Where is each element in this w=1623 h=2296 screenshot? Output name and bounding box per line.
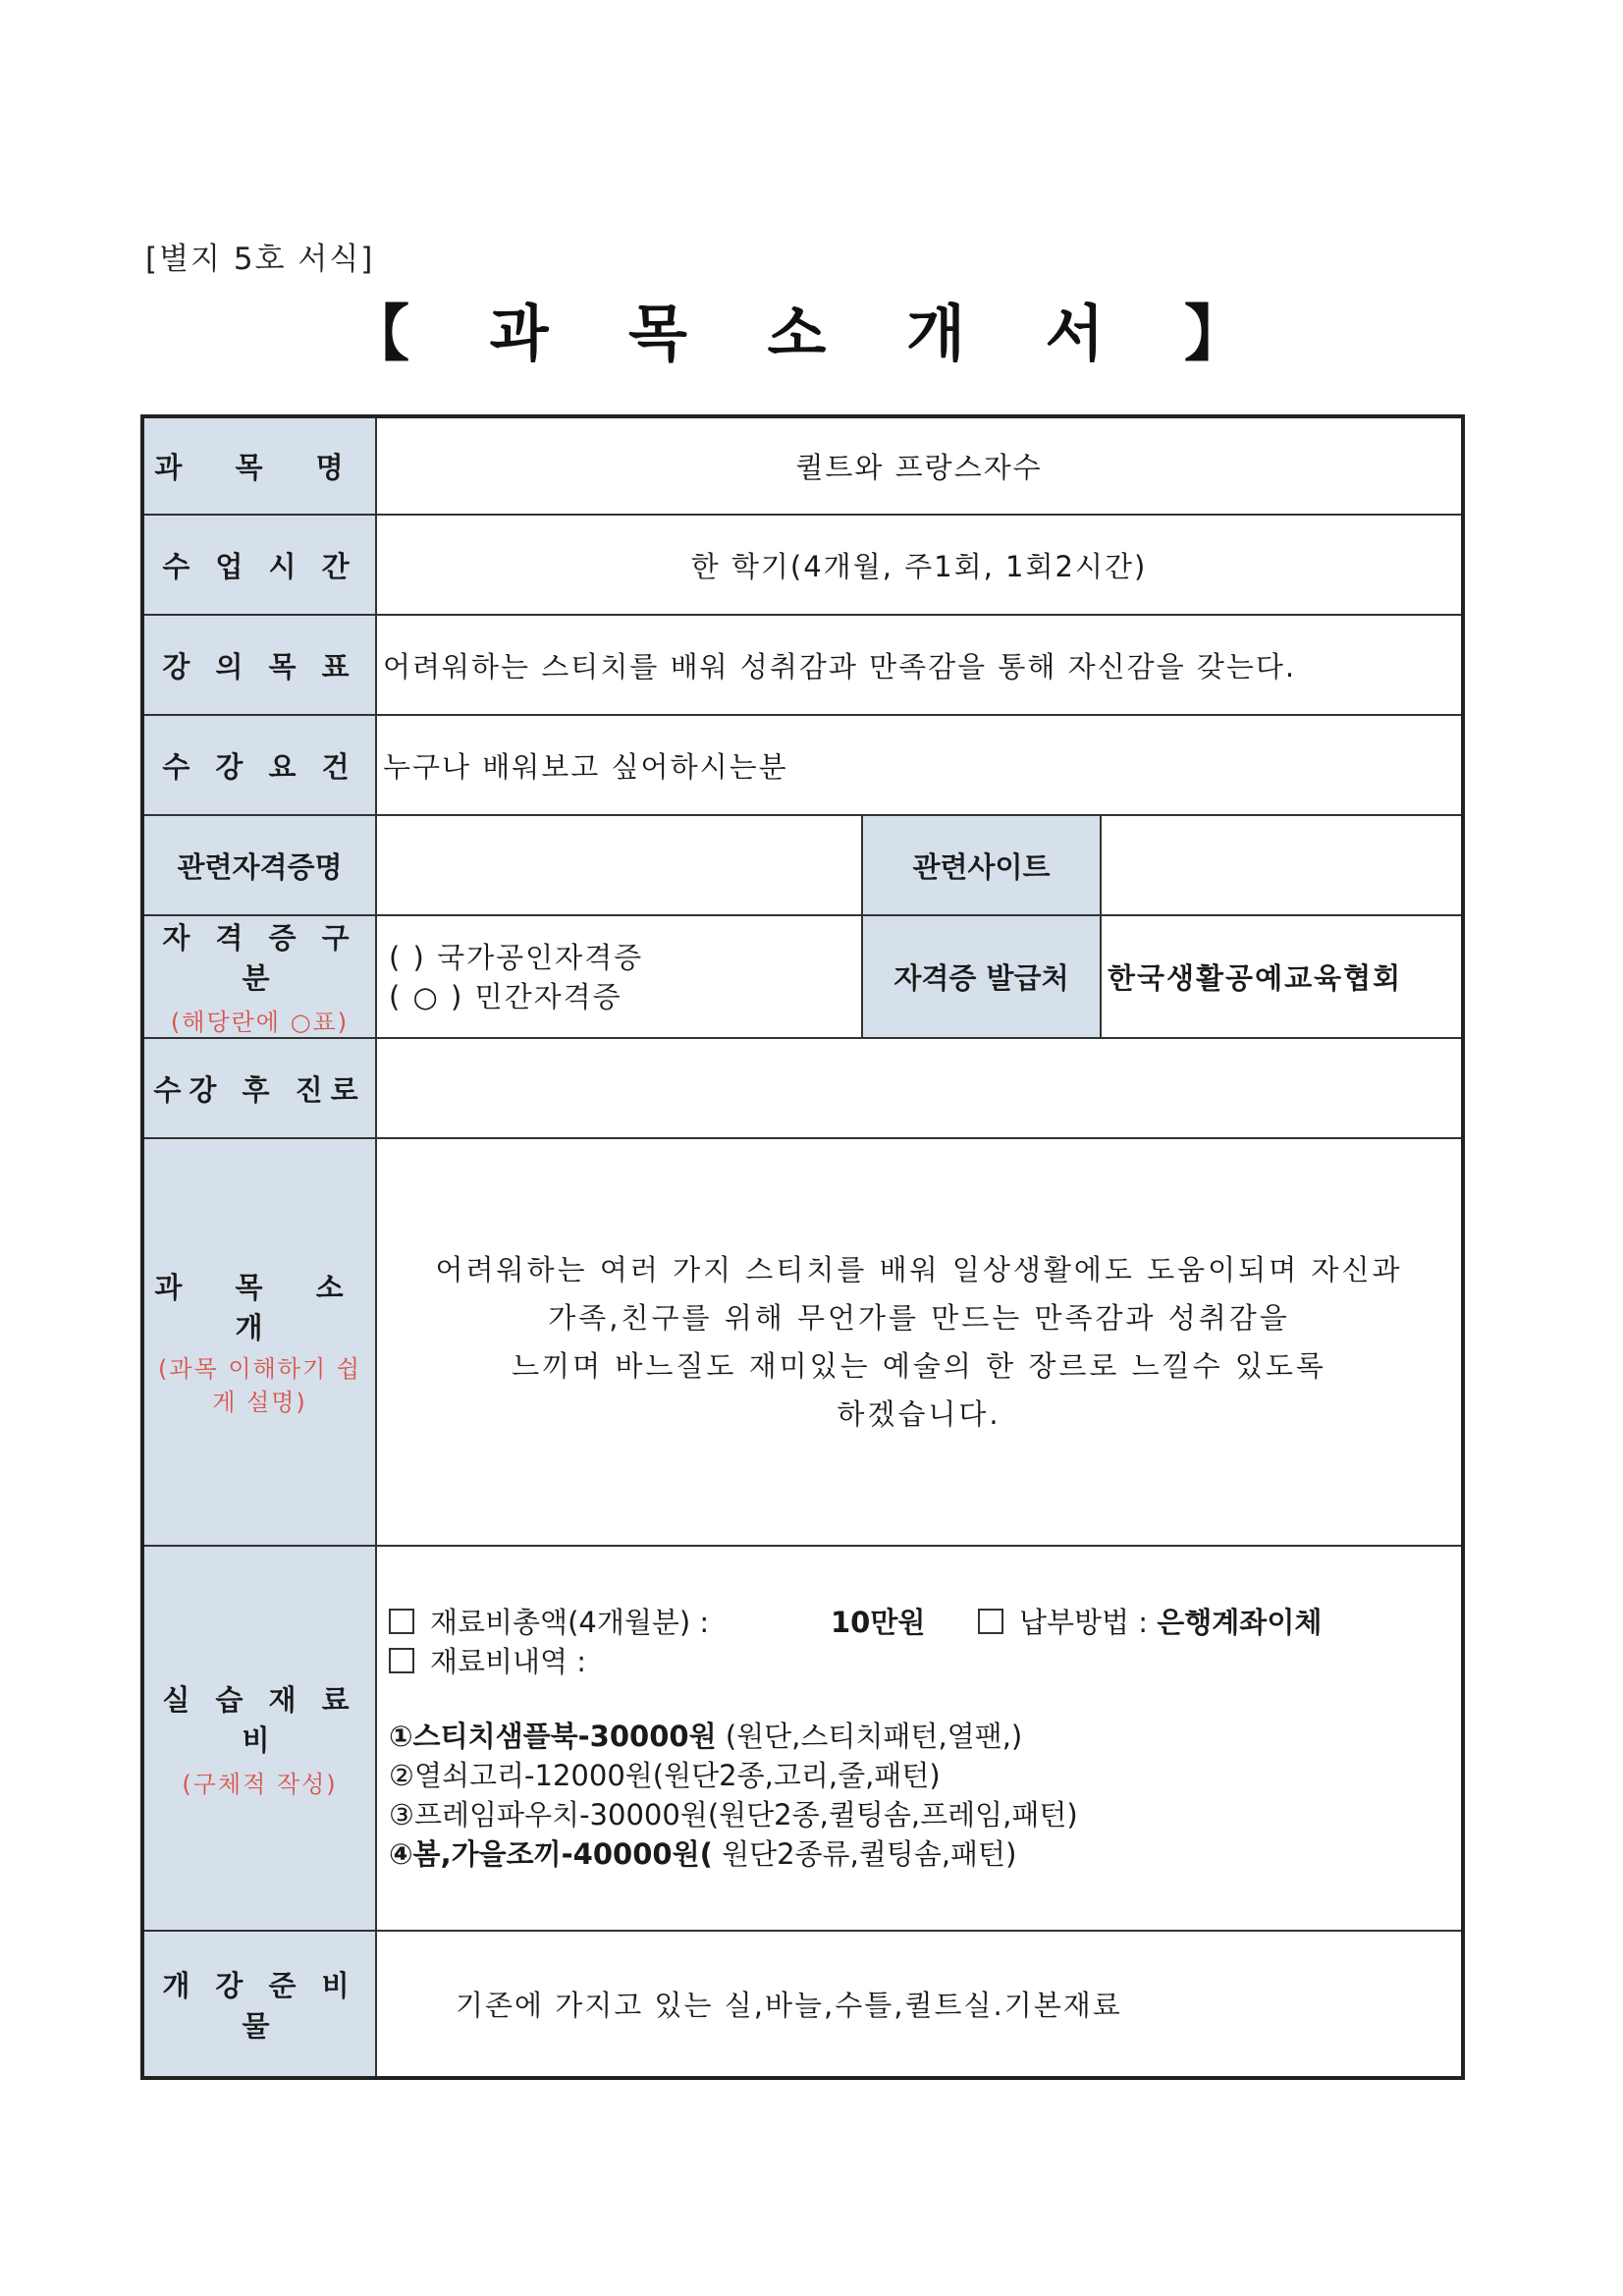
related-site-value [1101, 815, 1463, 915]
preparation-value: 기존에 가지고 있는 실,바늘,수틀,퀼트실.기본재료 [376, 1931, 1463, 2078]
introduction-text [376, 1138, 1463, 1546]
cert-name-label: 관련자격증명 [142, 815, 376, 915]
material-item: ④봄,가을조끼-40000원( 원단2종류,퀼팅솜,패턴) [389, 1837, 1017, 1871]
checkbox-icon [389, 1648, 414, 1673]
material-item: ②열쇠고리-12000원(원단2종,고리,줄,패턴) [389, 1759, 941, 1792]
materials-detail-row [389, 1642, 1455, 1681]
career-value [376, 1038, 1463, 1138]
cert-issuer-value: 한국생활공예교육협회 [1101, 915, 1463, 1038]
introduction-label: 과 목 소 개 [154, 1270, 365, 1344]
class-time-value: 한 학기(4개월, 주1회, 1회2시간) [376, 515, 1463, 615]
requirements-value: 누구나 배워보고 싶어하시는분 [376, 715, 1463, 815]
form-label: [별지 5호 서식] [145, 242, 375, 277]
materials-total-label: 재료비총액(4개월분) : [430, 1606, 710, 1639]
checkbox-icon [978, 1609, 1003, 1634]
requirements-label: 수 강 요 건 [142, 715, 376, 815]
cert-type-sublabel: (해당란에 ○표) [170, 1009, 350, 1036]
cert-name-value [376, 815, 862, 915]
objective-label: 강 의 목 표 [142, 615, 376, 715]
class-time-label: 수 업 시 간 [142, 515, 376, 615]
cert-type-label: 자 격 증 구 분 [162, 921, 357, 995]
subject-name-value: 퀼트와 프랑스자수 [376, 416, 1463, 515]
row-cert-type [142, 915, 1463, 1038]
row-subject-name [142, 416, 1463, 515]
objective-value: 어려워하는 스티치를 배워 성취감과 만족감을 통해 자신감을 갖는다. [376, 615, 1463, 715]
materials-content [376, 1546, 1463, 1931]
materials-label: 실 습 재 료 비 [162, 1682, 357, 1757]
related-site-label: 관련사이트 [862, 815, 1101, 915]
row-objective [142, 615, 1463, 715]
materials-detail-label: 재료비내역 : [430, 1645, 587, 1678]
row-introduction [142, 1138, 1463, 1546]
preparation-label: 개 강 준 비 물 [142, 1931, 376, 2078]
materials-label-cell [142, 1546, 376, 1931]
row-materials [142, 1546, 1463, 1931]
subject-name-label: 과 목 명 [142, 416, 376, 515]
introduction-line: 하겠습니다. [837, 1396, 1001, 1431]
course-intro-form [140, 414, 1465, 2080]
introduction-sublabel: (과목 이해하기 쉽게 설명) [158, 1354, 361, 1416]
materials-total-value: 10만원 [831, 1606, 926, 1639]
payment-method-value: 은행계좌이체 [1157, 1606, 1323, 1639]
materials-sublabel: (구체적 작성) [182, 1770, 338, 1798]
payment-method-label: 납부방법 : [1019, 1606, 1149, 1639]
materials-total-row [389, 1603, 1455, 1642]
introduction-line: 느끼며 바느질도 재미있는 예술의 한 장르로 느낄수 있도록 [512, 1348, 1326, 1383]
checkbox-icon [389, 1609, 414, 1634]
introduction-label-cell [142, 1138, 376, 1546]
material-item: ①스티치샘플북-30000원 (원단,스티치패턴,열팬,) [389, 1720, 1023, 1753]
career-label: 수강 후 진로 [142, 1038, 376, 1138]
cert-issuer-label: 자격증 발급처 [862, 915, 1101, 1038]
cert-type-label-cell [142, 915, 376, 1038]
row-requirements [142, 715, 1463, 815]
introduction-line: 어려워하는 여러 가지 스티치를 배워 일상생활에도 도움이되며 자신과 [435, 1252, 1403, 1286]
document-title: 【 과 목 소 개 서 】 [349, 298, 1274, 369]
row-preparation [142, 1931, 1463, 2078]
cert-option-national: ( ) 국가공인자격증 [389, 940, 644, 974]
row-career [142, 1038, 1463, 1138]
cert-option-private: ( ○ ) 민간자격증 [389, 979, 622, 1013]
material-item: ③프레임파우치-30000원(원단2종,퀼팅솜,프레임,패턴) [389, 1798, 1078, 1831]
row-class-time [142, 515, 1463, 615]
introduction-line: 가족,친구를 위해 무언가를 만드는 만족감과 성취감을 [548, 1300, 1290, 1335]
cert-type-options [376, 915, 862, 1038]
row-cert-name [142, 815, 1463, 915]
